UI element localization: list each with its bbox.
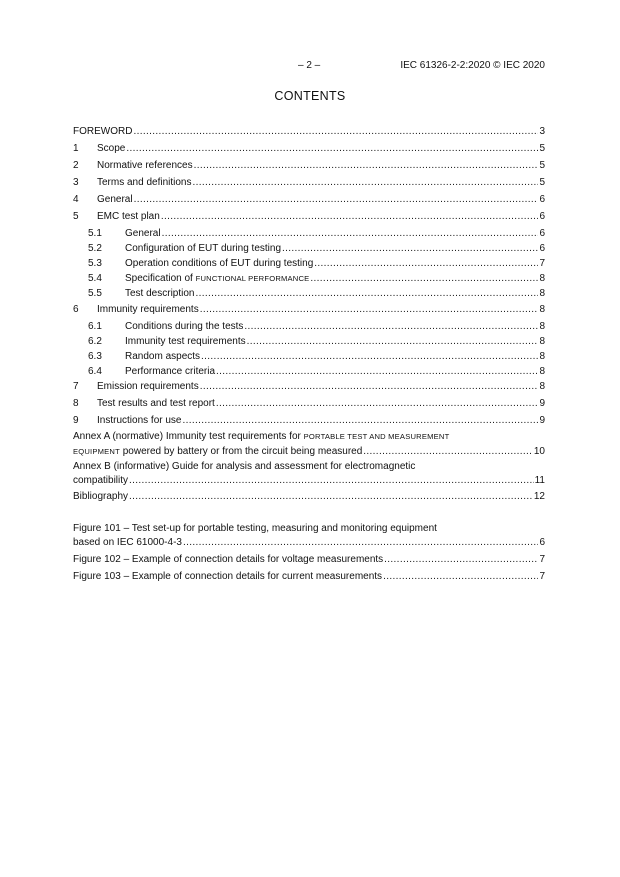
- toc-entry-number: 4: [73, 194, 79, 205]
- toc-entry-line: [73, 472, 545, 486]
- dot-leader: [183, 537, 538, 548]
- toc-entry-title: Immunity requirements: [97, 304, 199, 315]
- toc-entry-7[interactable]: [73, 378, 545, 392]
- toc-entry-number: 7: [73, 381, 79, 392]
- toc-entry-page: 7: [539, 258, 545, 269]
- toc-entry-page: 6: [539, 243, 545, 254]
- dot-leader: [200, 381, 539, 392]
- toc-entry-number: 2: [73, 160, 79, 171]
- toc-entry-9[interactable]: [73, 412, 545, 426]
- toc-entry-page: 8: [539, 336, 545, 347]
- figure-entry-page: 7: [539, 571, 545, 582]
- toc-entry-6-1[interactable]: [73, 318, 545, 332]
- toc-entry-page: 8: [539, 321, 545, 332]
- toc-entry-page: 6: [539, 228, 545, 239]
- toc-entry-page: 5: [539, 143, 545, 154]
- toc-entry-title: Test description: [125, 288, 195, 299]
- toc-entry-foreword[interactable]: [73, 123, 545, 137]
- toc-entry-page: 11: [534, 475, 545, 486]
- toc-entry-page: 8: [539, 381, 545, 392]
- page-number: – 2 –: [298, 60, 321, 71]
- toc-entry-number: 6.4: [88, 366, 102, 377]
- toc-entry-page: 6: [539, 211, 545, 222]
- toc-entry-8[interactable]: [73, 395, 545, 409]
- toc-entry-title: Normative references: [97, 160, 193, 171]
- dot-leader: [129, 491, 533, 502]
- toc-entry-title: Terms and definitions: [97, 177, 192, 188]
- figure-entry-102[interactable]: [73, 551, 545, 565]
- toc-entry-title: Conditions during the tests: [125, 321, 244, 332]
- toc-entry-page: 10: [533, 446, 545, 457]
- dot-leader: [193, 177, 539, 188]
- toc-entry-page: 8: [539, 273, 545, 284]
- toc-entry-title: EMC test plan: [97, 211, 160, 222]
- figure-entry-page: 6: [539, 537, 545, 548]
- toc-entry-title: Random aspects: [125, 351, 201, 362]
- toc-entry-3[interactable]: [73, 174, 545, 188]
- figure-entry-title: Figure 102 – Example of connection details for voltage measurements: [73, 554, 384, 565]
- dot-leader: [216, 366, 538, 377]
- small-caps-term: PORTABLE TEST AND MEASUREMENT: [303, 432, 450, 441]
- figure-entry-103[interactable]: [73, 568, 545, 582]
- dot-leader: [126, 143, 538, 154]
- toc-entry-1[interactable]: [73, 140, 545, 154]
- toc-entry-page: 5: [539, 177, 545, 188]
- page-title: CONTENTS: [274, 89, 346, 103]
- toc-entry-title: Test results and test report: [97, 398, 215, 409]
- dot-leader: [363, 446, 533, 457]
- toc-entry-title: Immunity test requirements: [125, 336, 246, 347]
- toc-entry-title: Performance criteria: [125, 366, 216, 377]
- toc-entry-5-5[interactable]: [73, 285, 545, 299]
- toc-entry-title: compatibility: [73, 475, 129, 486]
- toc-entry-number: 8: [73, 398, 79, 409]
- toc-entry-number: 5.1: [88, 228, 102, 239]
- toc-entry-5-4[interactable]: [73, 270, 545, 284]
- dot-leader: [282, 243, 538, 254]
- dot-leader: [216, 398, 539, 409]
- toc-entry-page: 3: [539, 126, 545, 137]
- toc-entry-page: 8: [539, 351, 545, 362]
- toc-entry-5[interactable]: [73, 208, 545, 222]
- toc-entry-6-2[interactable]: [73, 333, 545, 347]
- toc-entry-line: Annex B (informative) Guide for analysis and assessment for electromagnetic: [73, 461, 416, 472]
- toc-entry-title: Instructions for use: [97, 415, 182, 426]
- small-caps-term: FUNCTIONAL PERFORMANCE: [195, 274, 310, 283]
- toc-entry-title: [73, 446, 362, 457]
- dot-leader: [182, 415, 538, 426]
- dot-leader: [194, 160, 539, 171]
- toc-entry-number: 5.2: [88, 243, 102, 254]
- toc-entry-5-2[interactable]: [73, 240, 545, 254]
- toc-entry-title: General: [125, 228, 161, 239]
- dot-leader: [161, 211, 539, 222]
- toc-entry-6[interactable]: [73, 301, 545, 315]
- dot-leader: [384, 554, 538, 565]
- dot-leader: [310, 273, 538, 284]
- toc-entry-page: 8: [539, 288, 545, 299]
- toc-entry-title: [125, 273, 309, 284]
- dot-leader: [244, 321, 538, 332]
- toc-entry-title: Scope: [97, 143, 126, 154]
- dot-leader: [129, 475, 534, 486]
- figure-entry-title: based on IEC 61000-4-3: [73, 537, 182, 548]
- toc-entry-page: 12: [533, 491, 545, 502]
- toc-entry-2[interactable]: [73, 157, 545, 171]
- dot-leader: [201, 351, 538, 362]
- small-caps-term: EQUIPMENT: [73, 447, 120, 456]
- toc-entry-title: FOREWORD: [73, 126, 133, 137]
- toc-entry-title-prefix: Annex A (normative) Immunity test requirements for: [73, 431, 304, 442]
- toc-entry-line: [73, 443, 545, 457]
- toc-entry-page: 8: [539, 366, 545, 377]
- toc-entry-title-prefix: Specification of: [125, 273, 196, 284]
- toc-entry-number: 5.5: [88, 288, 102, 299]
- dot-leader: [314, 258, 538, 269]
- toc-entry-page: 9: [539, 415, 545, 426]
- figure-entry-line: Figure 101 – Test set-up for portable testing, measuring and monitoring equipment: [73, 523, 437, 534]
- toc-entry-number: 5: [73, 211, 79, 222]
- page-header: [73, 60, 545, 74]
- toc-entry-page: 6: [539, 194, 545, 205]
- toc-entry-number: 3: [73, 177, 79, 188]
- dot-leader: [195, 288, 538, 299]
- toc-entry-bibliography[interactable]: [73, 488, 545, 502]
- dot-leader: [383, 571, 538, 582]
- toc-entry-title: Bibliography: [73, 491, 129, 502]
- toc-entry-number: 6.1: [88, 321, 102, 332]
- toc-entry-title: General: [97, 194, 133, 205]
- toc-entry-page: 9: [539, 398, 545, 409]
- toc-entry-number: 6.2: [88, 336, 102, 347]
- toc-entry-4[interactable]: [73, 191, 545, 205]
- dot-leader: [247, 336, 539, 347]
- figure-entry-page: 7: [539, 554, 545, 565]
- figure-entry-title: Figure 103 – Example of connection details for current measurements: [73, 571, 383, 582]
- document-id: IEC 61326-2-2:2020 © IEC 2020: [400, 60, 545, 71]
- toc-entry-number: 6.3: [88, 351, 102, 362]
- toc-entry-title: Emission requirements: [97, 381, 199, 392]
- toc-entry-6-4[interactable]: [73, 363, 545, 377]
- toc-entry-5-1[interactable]: [73, 225, 545, 239]
- figure-entry-line: [73, 534, 545, 548]
- dot-leader: [200, 304, 539, 315]
- toc-entry-title-rest: powered by battery or from the circuit being measured: [119, 446, 363, 457]
- toc-entry-6-3[interactable]: [73, 348, 545, 362]
- dot-leader: [134, 194, 539, 205]
- toc-entry-number: 6: [73, 304, 79, 315]
- toc-entry-page: 8: [539, 304, 545, 315]
- dot-leader: [133, 126, 538, 137]
- dot-leader: [162, 228, 539, 239]
- toc-entry-title: Configuration of EUT during testing: [125, 243, 282, 254]
- toc-entry-page: 5: [539, 160, 545, 171]
- toc-entry-number: 9: [73, 415, 79, 426]
- toc-entry-number: 5.4: [88, 273, 102, 284]
- toc-entry-title: Operation conditions of EUT during testing: [125, 258, 314, 269]
- toc-entry-number: 5.3: [88, 258, 102, 269]
- toc-entry-5-3[interactable]: [73, 255, 545, 269]
- toc-entry-number: 1: [73, 143, 79, 154]
